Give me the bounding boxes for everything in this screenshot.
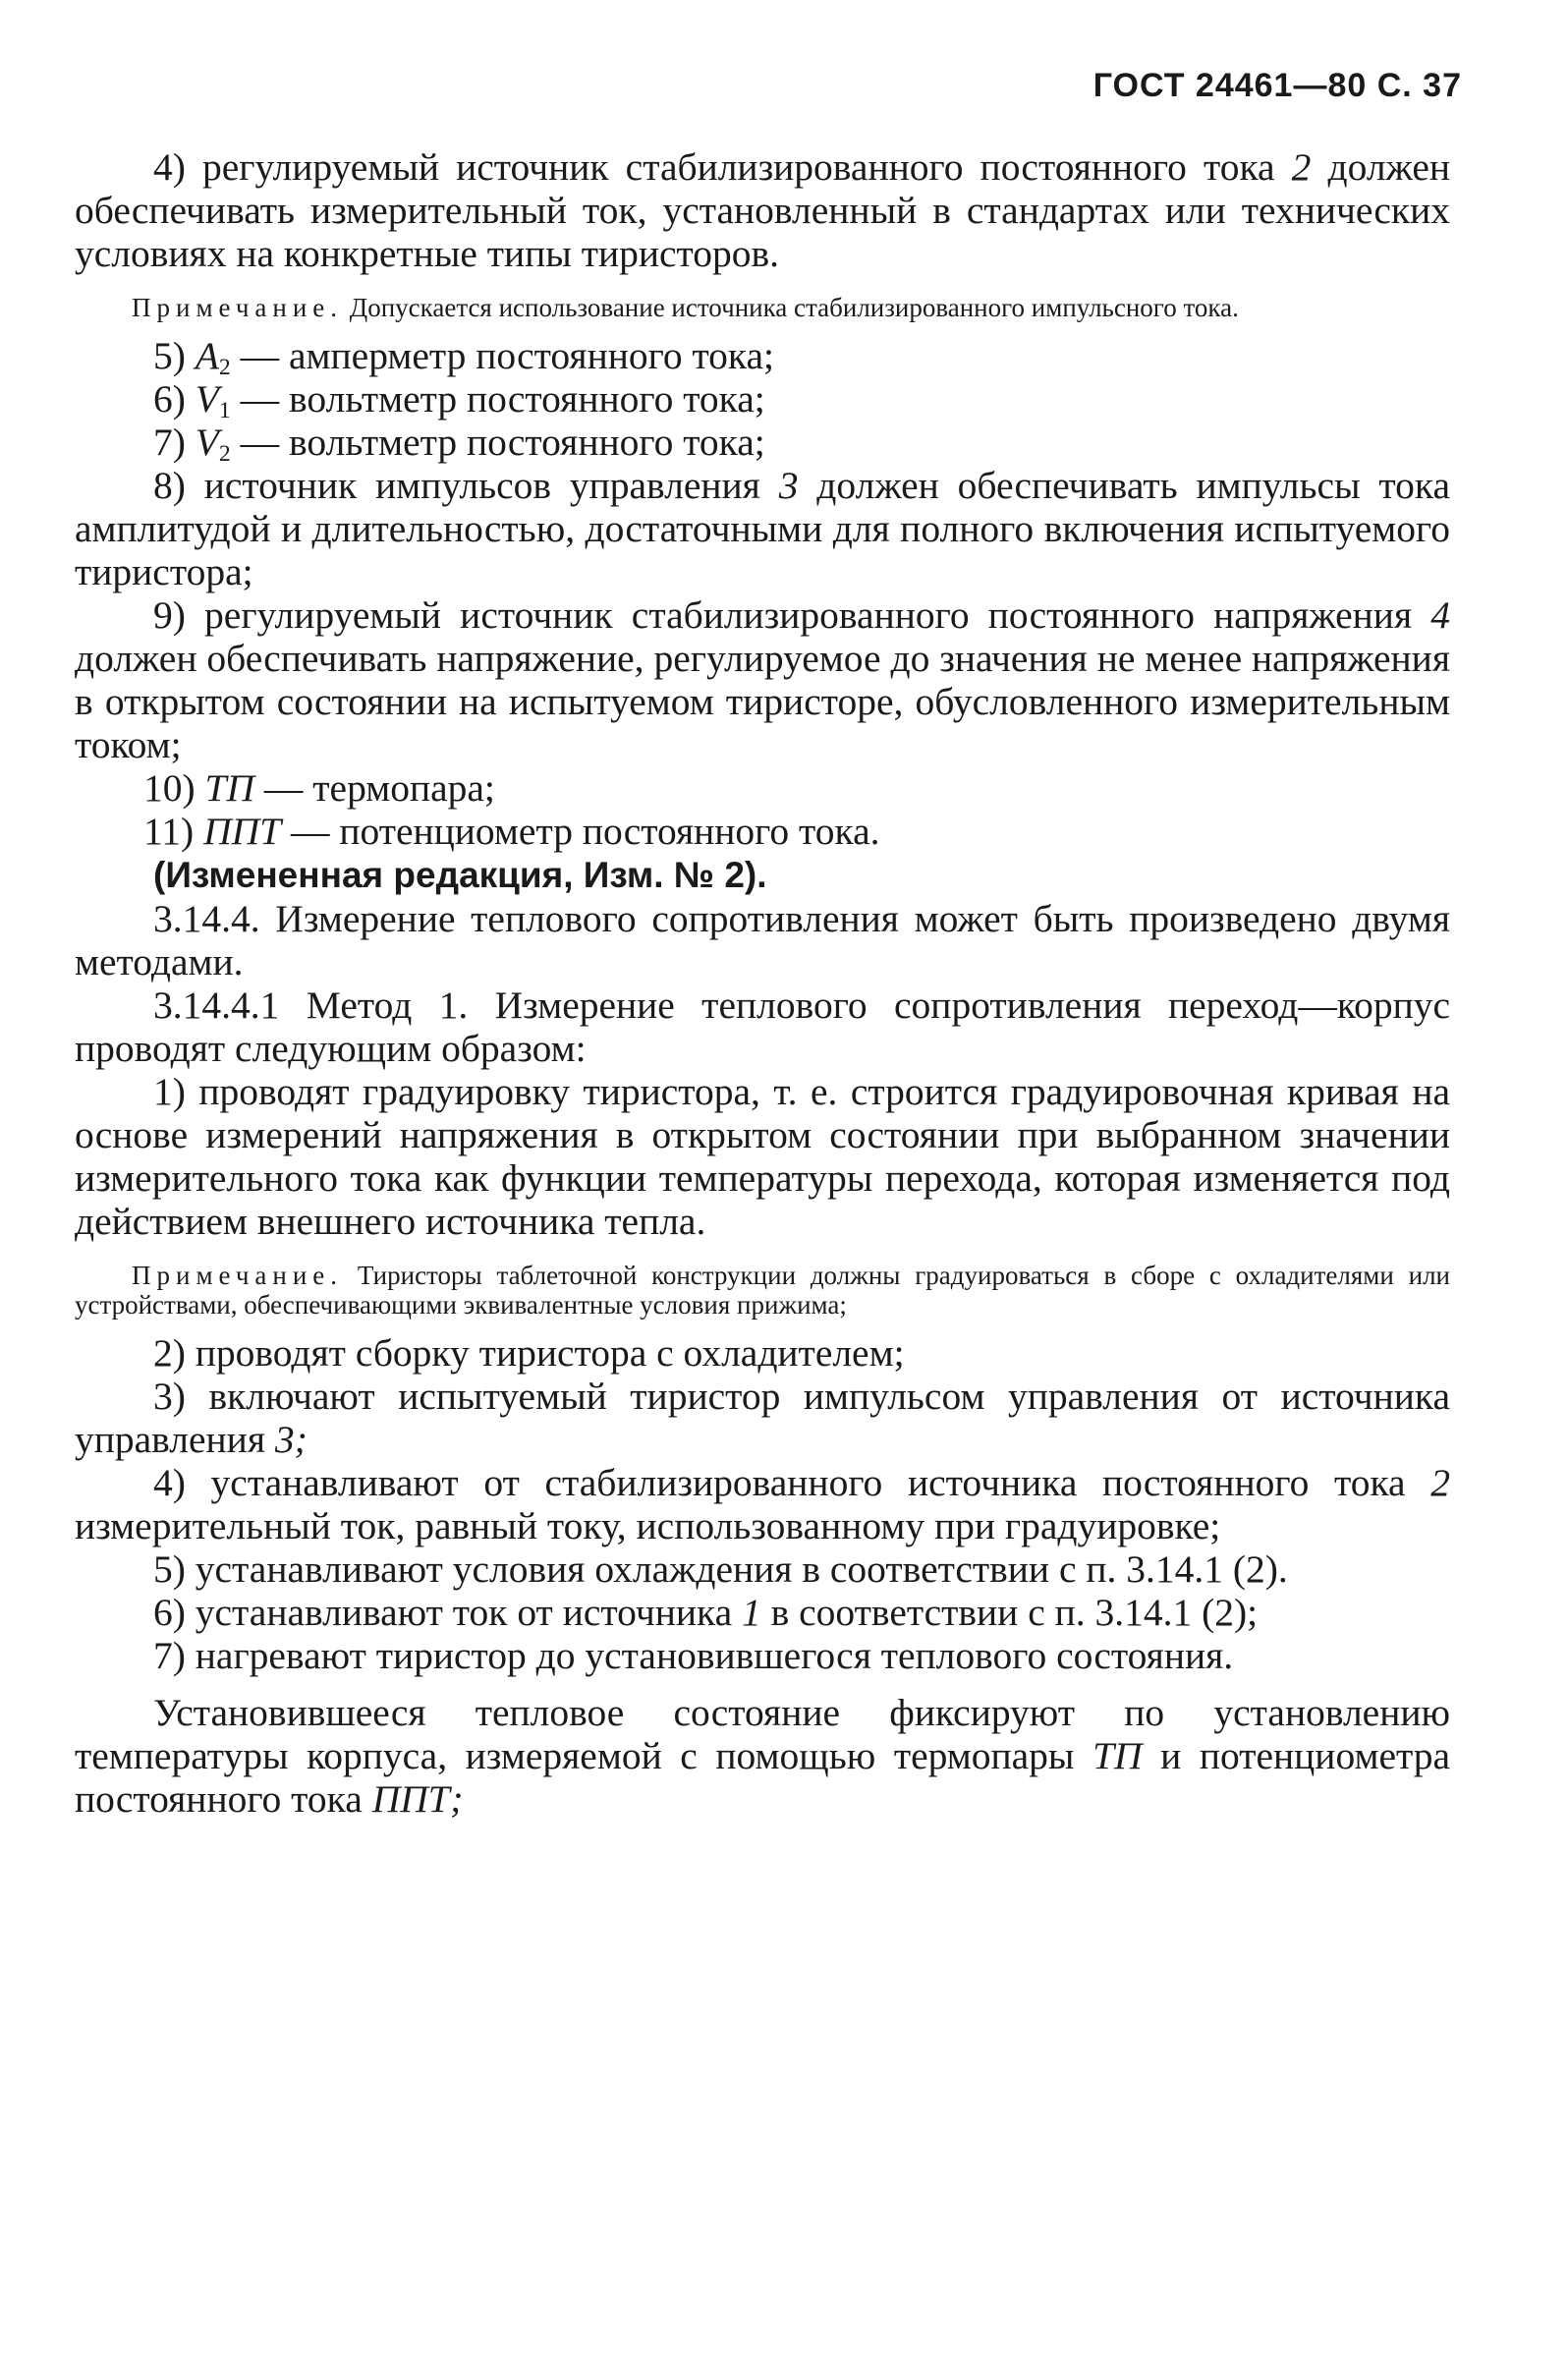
edition-text: (Измененная редакция, Изм. № 2). xyxy=(153,855,767,895)
ref-3: 3; xyxy=(274,1418,308,1461)
final-paragraph xyxy=(75,1691,1450,1821)
step-4-text: 4) устанавливают от стабилизированного источника постоянного тока xyxy=(153,1461,1431,1504)
symbol-v: V xyxy=(195,421,219,464)
document-body xyxy=(75,145,1450,1821)
symbol-tp: ТП xyxy=(1092,1734,1143,1777)
item-4-text: 4) регулируемый источник стабилизированного постоянного тока xyxy=(153,145,1292,189)
item-7-text: — вольтметр постоянного тока; xyxy=(230,421,765,464)
note-2 xyxy=(75,1261,1450,1320)
item-7 xyxy=(75,421,1450,467)
item-8-text-cont: должен обеспечивать импульсы тока амплитудой и длительностью, достаточными для полного включения испытуемого тиристора; xyxy=(75,464,1450,593)
note-text: Тиристоры таблеточной конструкции должны градуироваться в сборе с охладителями или устройствами, обеспечивающими эквивалентные условия прижима; xyxy=(75,1261,1450,1320)
step-7: 7) нагревают тиристор до установившегося теплового состояния. xyxy=(153,1634,1234,1677)
item-6-num: 6) xyxy=(153,377,196,421)
symbol-ppt: ППТ; xyxy=(371,1777,464,1821)
final-text: Установившееся тепловое состояние фиксируют по установлению температуры корпуса, измеряемой с помощью термопары xyxy=(75,1691,1450,1777)
item-5-text: — амперметр постоянного тока; xyxy=(230,334,775,377)
step-6-text-cont: в соответствии с п. 3.14.1 (2); xyxy=(760,1591,1259,1634)
item-5-num: 5) xyxy=(153,334,196,377)
clause-3-14-4-1: 3.14.4.1 Метод 1. Измерение теплового сопротивления переход—корпус проводят следующим образом: xyxy=(75,983,1450,1070)
ref-2: 2 xyxy=(1291,145,1312,189)
subscript: 2 xyxy=(218,355,231,380)
item-5 xyxy=(75,334,1450,380)
subscript: 1 xyxy=(218,398,231,423)
item-7-num: 7) xyxy=(153,421,196,464)
item-11-num: 11) xyxy=(143,810,204,853)
item-6 xyxy=(75,377,1450,421)
edition-note xyxy=(75,853,1450,897)
item-4-text-cont: должен обеспечивать измерительный ток, установленный в стандартах или технических условиях на конкретные типы тиристоров. xyxy=(75,145,1450,275)
page-header: ГОСТ 24461—80 С. 37 xyxy=(1092,67,1462,104)
item-10 xyxy=(75,766,1450,810)
step-4-text-cont: измерительный ток, равный току, использованному при градуировке; xyxy=(75,1504,1221,1547)
step-5: 5) устанавливают условия охлаждения в соответствии с п. 3.14.1 (2). xyxy=(153,1547,1288,1591)
item-6-text: — вольтметр постоянного тока; xyxy=(230,377,765,421)
item-8-text: 8) источник импульсов управления xyxy=(153,464,779,507)
ref-3: 3 xyxy=(778,464,799,507)
item-4 xyxy=(75,145,1450,275)
step-3 xyxy=(75,1375,1450,1461)
symbol-v: V xyxy=(195,377,219,421)
note-label: Примечание. xyxy=(132,1261,344,1290)
item-11-text: — потенциометр постоянного тока. xyxy=(281,810,880,853)
symbol-tp: ТП xyxy=(204,766,255,810)
clause-3-14-4: 3.14.4. Измерение теплового сопротивления может быть произведено двумя методами. xyxy=(75,897,1450,983)
item-8 xyxy=(75,464,1450,593)
step-2: 2) проводят сборку тиристора с охладителем; xyxy=(153,1331,905,1375)
subscript: 2 xyxy=(218,441,231,467)
note-label: Примечание. xyxy=(132,293,344,322)
item-9-text: 9) регулируемый источник стабилизированного постоянного напряжения xyxy=(153,593,1431,637)
note-text: Допускается использование источника стабилизированного импульсного тока. xyxy=(343,293,1239,322)
ref-4: 4 xyxy=(1430,593,1450,637)
note-1 xyxy=(75,293,1450,322)
item-11 xyxy=(75,810,1450,853)
final-text-mid: и потенциометра постоянного тока xyxy=(75,1734,1450,1821)
symbol-a: A xyxy=(195,334,219,377)
item-9 xyxy=(75,593,1450,766)
item-10-num: 10) xyxy=(143,766,205,810)
step-4 xyxy=(75,1461,1450,1547)
step-3-text: 3) включают испытуемый тиристор импульсом управления от источника управления xyxy=(75,1375,1450,1461)
step-6 xyxy=(75,1591,1450,1634)
item-10-text: — термопара; xyxy=(254,766,495,810)
item-9-text-cont: должен обеспечивать напряжение, регулируемое до значения не менее напряжения в открытом состоянии на испытуемом тиристоре, обусловленного измерительным током; xyxy=(75,637,1450,766)
symbol-ppt: ППТ xyxy=(203,810,282,853)
ref-1: 1 xyxy=(741,1591,761,1634)
step-1: 1) проводят градуировку тиристора, т. е. строится градуировочная кривая на основе измерений напряжения в открытом состоянии при выбранном значении измерительного тока как функции температуры перехода, которая изменяется под действием внешнего источника тепла. xyxy=(75,1070,1450,1243)
ref-2: 2 xyxy=(1430,1461,1450,1504)
step-6-text: 6) устанавливают ток от источника xyxy=(153,1591,742,1634)
